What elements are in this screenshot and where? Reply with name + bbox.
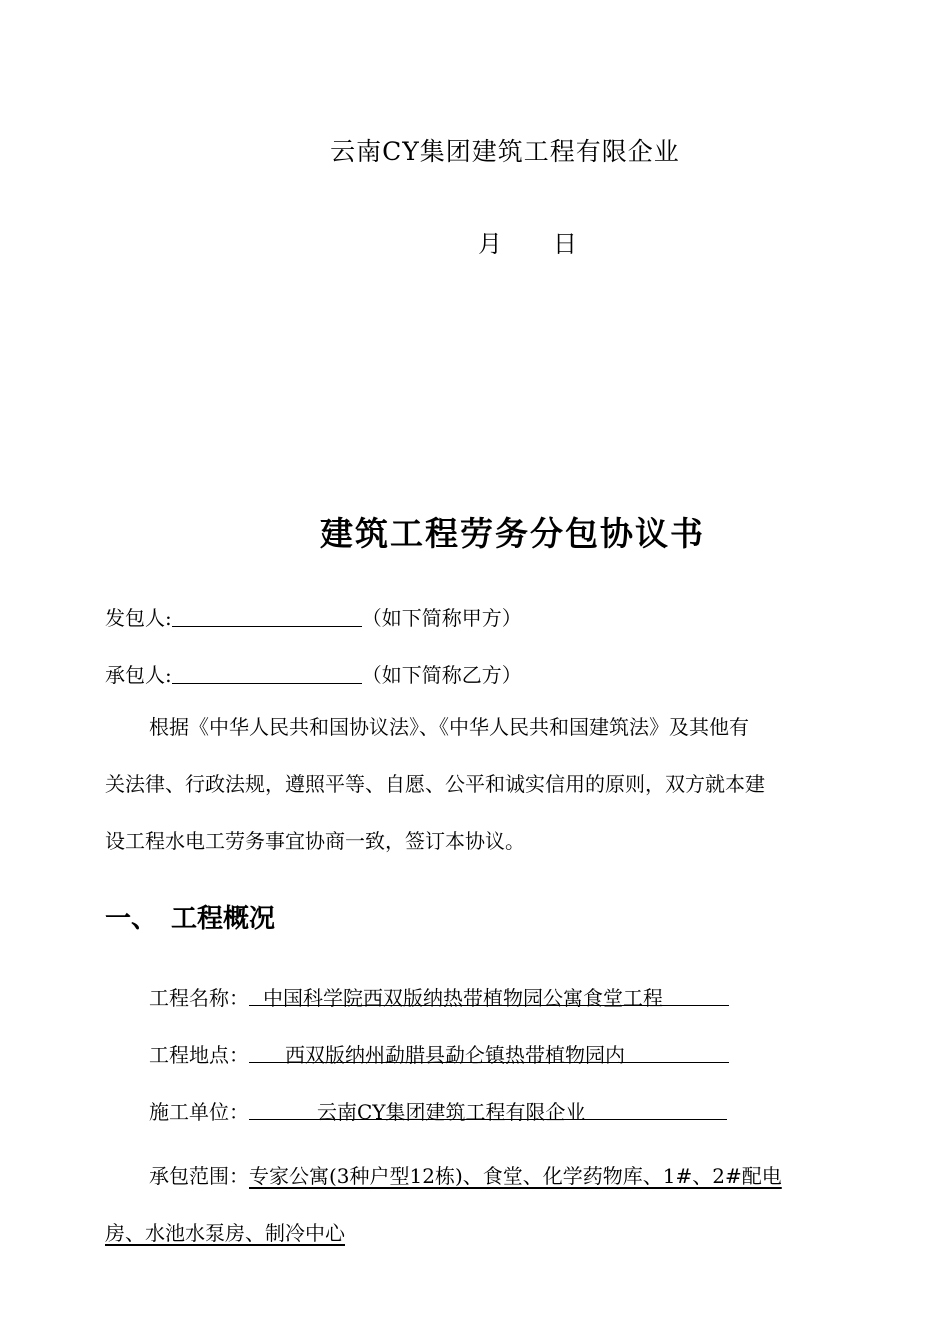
section-1-title: 工程概况 (171, 904, 276, 934)
field-scope-value-line-2: 房、水池水泵房、制冷中心 (105, 1221, 345, 1245)
field-project-location-value: 西双版纳州勐腊县勐仑镇热带植物园内 (249, 1039, 729, 1063)
field-scope-label: 承包范围： (149, 1164, 249, 1188)
field-scope (105, 1148, 865, 1262)
field-project-location-label: 工程地点： (149, 1043, 249, 1067)
party-b-blank[interactable] (172, 665, 362, 684)
party-b-label: 承包人: (105, 663, 172, 687)
field-scope-value-line-1: 专家公寓(3种户型12栋)、食堂、化学药物库、1#、2#配电 (249, 1164, 782, 1188)
field-project-name-label: 工程名称： (149, 986, 249, 1010)
field-project-name-value: 中国科学院西双版纳热带植物园公寓食堂工程 (249, 982, 729, 1006)
section-1-heading (105, 898, 275, 935)
field-contractor-value: 云南CY集团建筑工程有限企业 (249, 1096, 727, 1120)
party-b-line (105, 659, 522, 688)
company-name: 云南CY集团建筑工程有限企业 (330, 137, 680, 166)
field-contractor-label: 施工单位： (149, 1100, 249, 1124)
day-label: 日 (553, 230, 577, 258)
preamble-paragraph (105, 699, 855, 870)
party-a-blank[interactable] (172, 608, 362, 627)
field-project-name (149, 982, 729, 1011)
document-title: 建筑工程劳务分包协议书 (320, 514, 705, 553)
month-label: 月 (478, 230, 502, 258)
section-1-number: 一、 (105, 904, 158, 934)
preamble-line-3: 设工程水电工劳务事宜协商一致，签订本协议。 (105, 829, 525, 853)
party-a-line (105, 602, 522, 631)
field-contractor (149, 1096, 727, 1125)
party-a-note: （如下简称甲方） (361, 606, 522, 630)
preamble-line-2: 关法律、行政法规，遵照平等、自愿、公平和诚实信用的原则，双方就本建 (105, 772, 765, 796)
party-b-note: （如下简称乙方） (361, 663, 522, 687)
party-a-label: 发包人: (105, 606, 172, 630)
preamble-line-1: 根据《中华人民共和国协议法》、《中华人民共和国建筑法》及其他有 (149, 715, 749, 739)
field-project-location (149, 1039, 729, 1068)
